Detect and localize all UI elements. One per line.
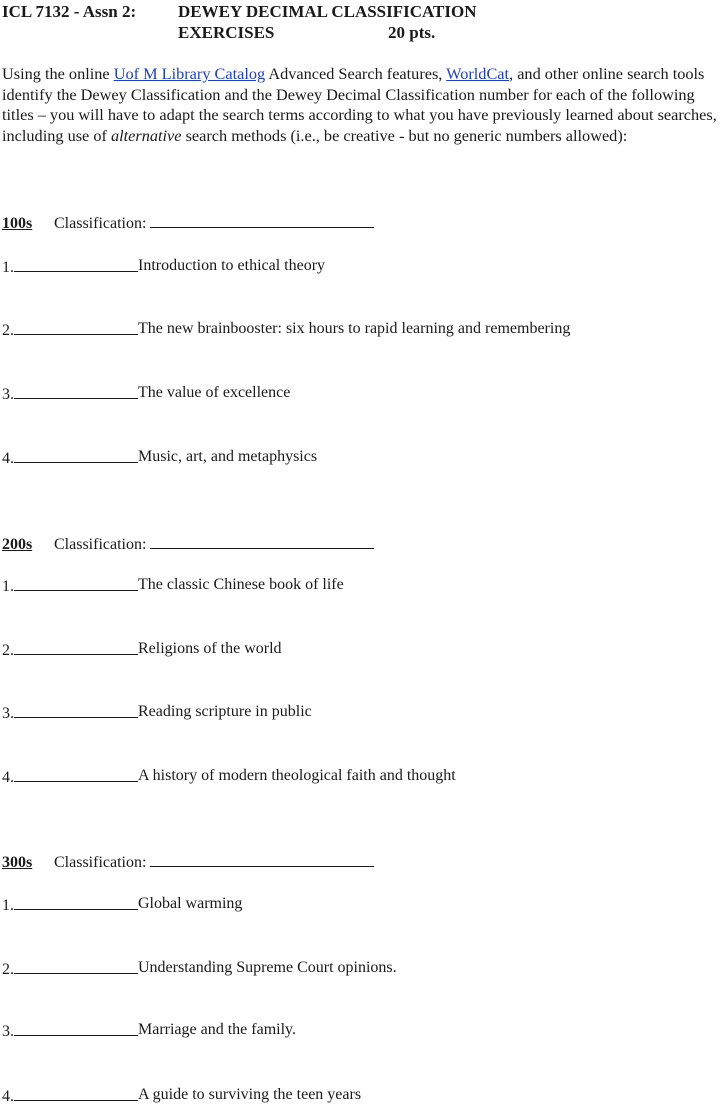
- answer-blank[interactable]: [14, 576, 138, 591]
- item-number: 4.: [2, 1088, 14, 1105]
- book-title: Marriage and the family.: [138, 1021, 297, 1038]
- book-title: Reading scripture in public: [138, 703, 312, 720]
- exercise-item: [2, 959, 397, 981]
- exercise-item: [2, 1086, 362, 1108]
- answer-blank[interactable]: [14, 767, 138, 782]
- assignment-subtitle: EXERCISES: [178, 23, 275, 42]
- library-catalog-link[interactable]: Uof M Library Catalog: [113, 64, 266, 83]
- exercise-item: [2, 640, 282, 662]
- book-title: Global warming: [138, 895, 243, 912]
- book-title: The value of excellence: [138, 384, 291, 401]
- intro-text-1: Using the online: [2, 64, 114, 83]
- exercise-item: [2, 576, 344, 598]
- exercise-item: [2, 1021, 297, 1043]
- item-number: 1.: [2, 259, 14, 276]
- section-heading-100s: [2, 213, 374, 235]
- item-number: 2.: [2, 961, 14, 978]
- answer-blank[interactable]: [14, 1021, 138, 1036]
- section-code: 200s: [2, 536, 33, 553]
- exercise-item: [2, 320, 571, 342]
- item-number: 4.: [2, 769, 14, 786]
- book-title: The new brainbooster: six hours to rapid learning and remembering: [138, 320, 571, 337]
- instructions-paragraph: [2, 64, 720, 146]
- section-heading-200s: [2, 534, 374, 556]
- classification-label: Classification:: [54, 854, 147, 871]
- classification-blank[interactable]: [150, 852, 374, 867]
- section-code: 100s: [2, 215, 33, 232]
- book-title: Introduction to ethical theory: [138, 257, 326, 274]
- item-number: 2.: [2, 322, 14, 339]
- section-code: 300s: [2, 854, 33, 871]
- exercise-item: [2, 895, 243, 917]
- intro-text-2: Advanced Search features,: [265, 64, 447, 83]
- assignment-title: DEWEY DECIMAL CLASSIFICATION: [178, 2, 477, 21]
- answer-blank[interactable]: [14, 640, 138, 655]
- classification-label: Classification:: [54, 536, 147, 553]
- course-label: ICL 7132 - Assn 2:: [2, 2, 137, 21]
- classification-blank[interactable]: [150, 534, 374, 549]
- item-number: 1.: [2, 897, 14, 914]
- exercise-item: [2, 384, 291, 406]
- item-number: 1.: [2, 578, 14, 595]
- intro-text-4: search methods (i.e., be creative - but no generic numbers allowed):: [181, 125, 628, 145]
- book-title: A guide to surviving the teen years: [138, 1086, 362, 1103]
- exercise-item: [2, 257, 326, 279]
- section-heading-300s: [2, 852, 374, 874]
- intro-text-3: , and other online search tools identify the Dewey Classification and the Dewey Decimal Classification number for each of the following titles – you will have to adapt the search terms according to what you have previously learned about searches, including use of: [2, 64, 717, 145]
- intro-emphasis: alternative: [110, 125, 182, 145]
- exercise-item: [2, 448, 318, 470]
- answer-blank[interactable]: [14, 1086, 138, 1101]
- book-title: Music, art, and metaphysics: [138, 448, 318, 465]
- exercise-item: [2, 703, 312, 725]
- item-number: 3.: [2, 1023, 14, 1040]
- answer-blank[interactable]: [14, 320, 138, 335]
- classification-blank[interactable]: [150, 213, 374, 228]
- book-title: The classic Chinese book of life: [138, 576, 344, 593]
- answer-blank[interactable]: [14, 257, 138, 272]
- points-label: 20 pts.: [388, 23, 436, 42]
- classification-label: Classification:: [54, 215, 147, 232]
- item-number: 3.: [2, 705, 14, 722]
- book-title: A history of modern theological faith and thought: [138, 767, 456, 784]
- answer-blank[interactable]: [14, 703, 138, 718]
- book-title: Understanding Supreme Court opinions.: [138, 959, 397, 976]
- answer-blank[interactable]: [14, 448, 138, 463]
- answer-blank[interactable]: [14, 384, 138, 399]
- item-number: 3.: [2, 386, 14, 403]
- exercise-item: [2, 767, 456, 789]
- answer-blank[interactable]: [14, 959, 138, 974]
- item-number: 2.: [2, 642, 14, 659]
- worldcat-link[interactable]: WorldCat: [446, 64, 510, 83]
- book-title: Religions of the world: [138, 640, 282, 657]
- answer-blank[interactable]: [14, 895, 138, 910]
- item-number: 4.: [2, 450, 14, 467]
